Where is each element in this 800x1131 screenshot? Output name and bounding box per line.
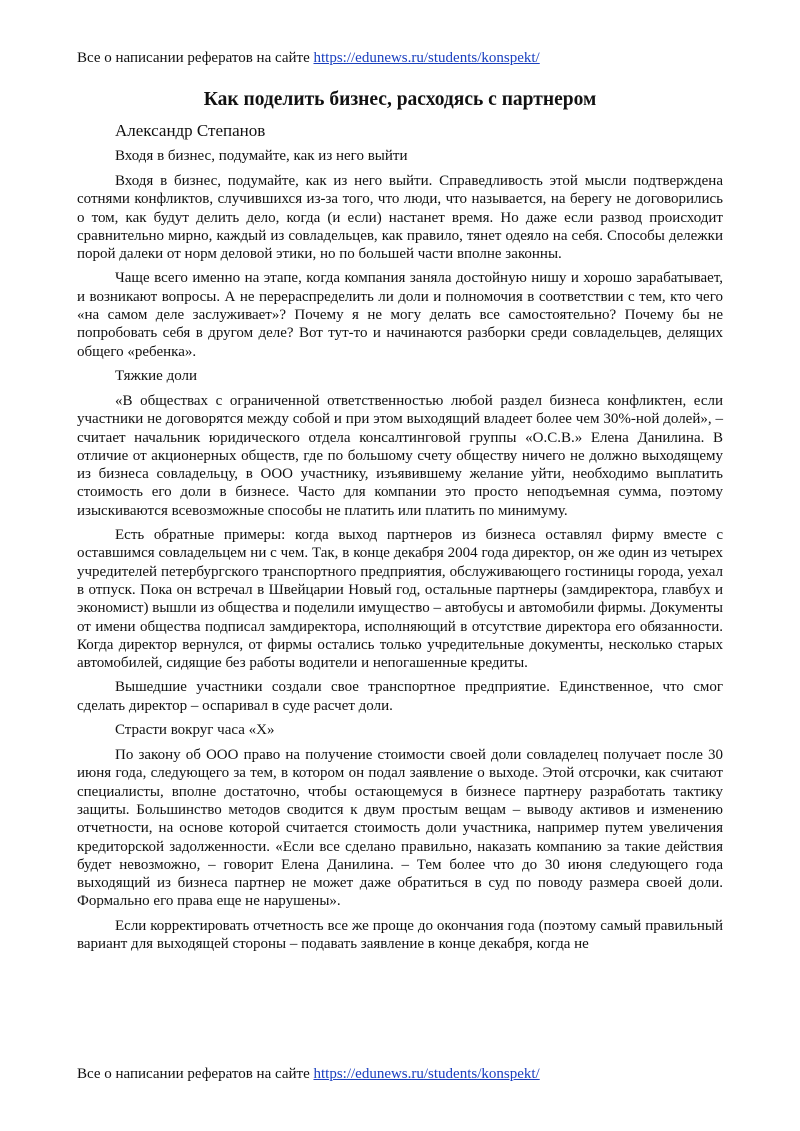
section-heading: Страсти вокруг часа «Х» xyxy=(115,722,275,739)
paragraph: Есть обратные примеры: когда выход партнеров из бизнеса оставлял фирму вместе с оставшимся совладельцем ни с чем. Так, в конце декабря 2004 года директор, он же один из четырех учредителей петербургского транспортного предприятия, обслуживающего гостиницы города, уехал в отпуск. Пока он встречал в Швейцарии Новый год, остальные партнеры (замдиректора, главбух и экономист) вышли из общества и поделили имущество – автобусы и автомобили фирмы. Документы от имени общества подписал замдиректора, исполняющий в отсутствие директора его обязанности. Когда директор вернулся, от фирмы остались только учредительные документы, несколько старых автомобилей, сидящие без работы водители и непогашенные кредиты. xyxy=(77,527,723,672)
article-lead: Входя в бизнес, подумайте, как из него выйти xyxy=(115,148,408,164)
article-title: Как поделить бизнес, расходясь с партнером xyxy=(203,89,597,110)
header-link[interactable]: https://edunews.ru/students/konspekt/ xyxy=(313,50,540,66)
paragraph: Вышедшие участники создали свое транспортное предприятие. Единственное, что смог сделать директор – оспаривал в суде расчет доли. xyxy=(77,679,723,714)
article-body xyxy=(77,88,723,959)
paragraph: По закону об ООО право на получение стоимости своей доли совладелец получает после 30 июня года, следующего за тем, в котором он подал заявление о выходе. Этой отсрочки, как считают специалисты, вполне достаточно, чтобы остающемуся в бизнесе партнеру разработать тактику защиты. Большинство методов сводится к двум простым вещам – выводу активов и изменению отчетности, на основе которой считается стоимость доли участника, например путем увеличения кредиторской задолженности. «Если все сделано правильно, наказать компанию за такие действия будет невозможно, – говорит Елена Данилина. – Тем более что до 30 июня следующего года выходящий из бизнеса партнер не может даже обратиться в суд по поводу размера своей доли. Формально его права еще не нарушены». xyxy=(77,747,723,910)
section-heading: Тяжкие доли xyxy=(115,367,198,384)
article-author: Александр Степанов xyxy=(115,121,266,140)
footer-text: Все о написании рефератов на сайте xyxy=(77,1066,314,1082)
paragraph: «В обществах с ограниченной ответственностью любой раздел бизнеса конфликтен, если участники не договорятся между собой и при этом выходящий владеет более чем 30%-ной долей», – считает начальник юридического отдела консалтинговой группы «О.С.В.» Елена Данилина. В отличие от акционерных обществ, где по большому счету обществу ничего не должно выходящему из бизнеса совладельцу, в ООО участнику, изъявившему желание уйти, необходимо выплатить стоимость его доли в бизнесе. Часто для компании это просто неподъемная сумма, поэтому изыскиваются всевозможные способы не платить или платить по минимуму. xyxy=(77,392,723,519)
paragraph: Чаще всего именно на этапе, когда компания заняла достойную нишу и хорошо зарабатывает, и возникают вопросы. А не перераспределить ли доли и полномочия в соответствии с тем, кто чего «на самом деле заслуживает»? Почему я не могу делать все самостоятельно? Почему бы не попробовать себя в другом деле? Вот тут-то и начинаются разборки среди совладельцев, делящих общего «ребенка». xyxy=(77,270,723,360)
page-footer xyxy=(77,1065,540,1083)
page-header xyxy=(77,49,540,67)
paragraph: Входя в бизнес, подумайте, как из него выйти. Справедливость этой мысли подтверждена сотнями конфликтов, случившихся из-за того, что люди, что называется, на берегу не договорились о том, как будут делить дело, когда (и если) настанет время. Но даже если развод происходит сравнительно мирно, каждый из совладельцев, как правило, тянет одеяло на себя. Способы дележки порой далеки от норм деловой этики, но по большей части вполне законны. xyxy=(77,173,723,263)
paragraph: Если корректировать отчетность все же проще до окончания года (поэтому самый правильный вариант для выходящей стороны – подавать заявление в конце декабря, когда не xyxy=(77,917,723,952)
footer-link[interactable]: https://edunews.ru/students/konspekt/ xyxy=(313,1066,540,1082)
header-text: Все о написании рефератов на сайте xyxy=(77,50,314,66)
